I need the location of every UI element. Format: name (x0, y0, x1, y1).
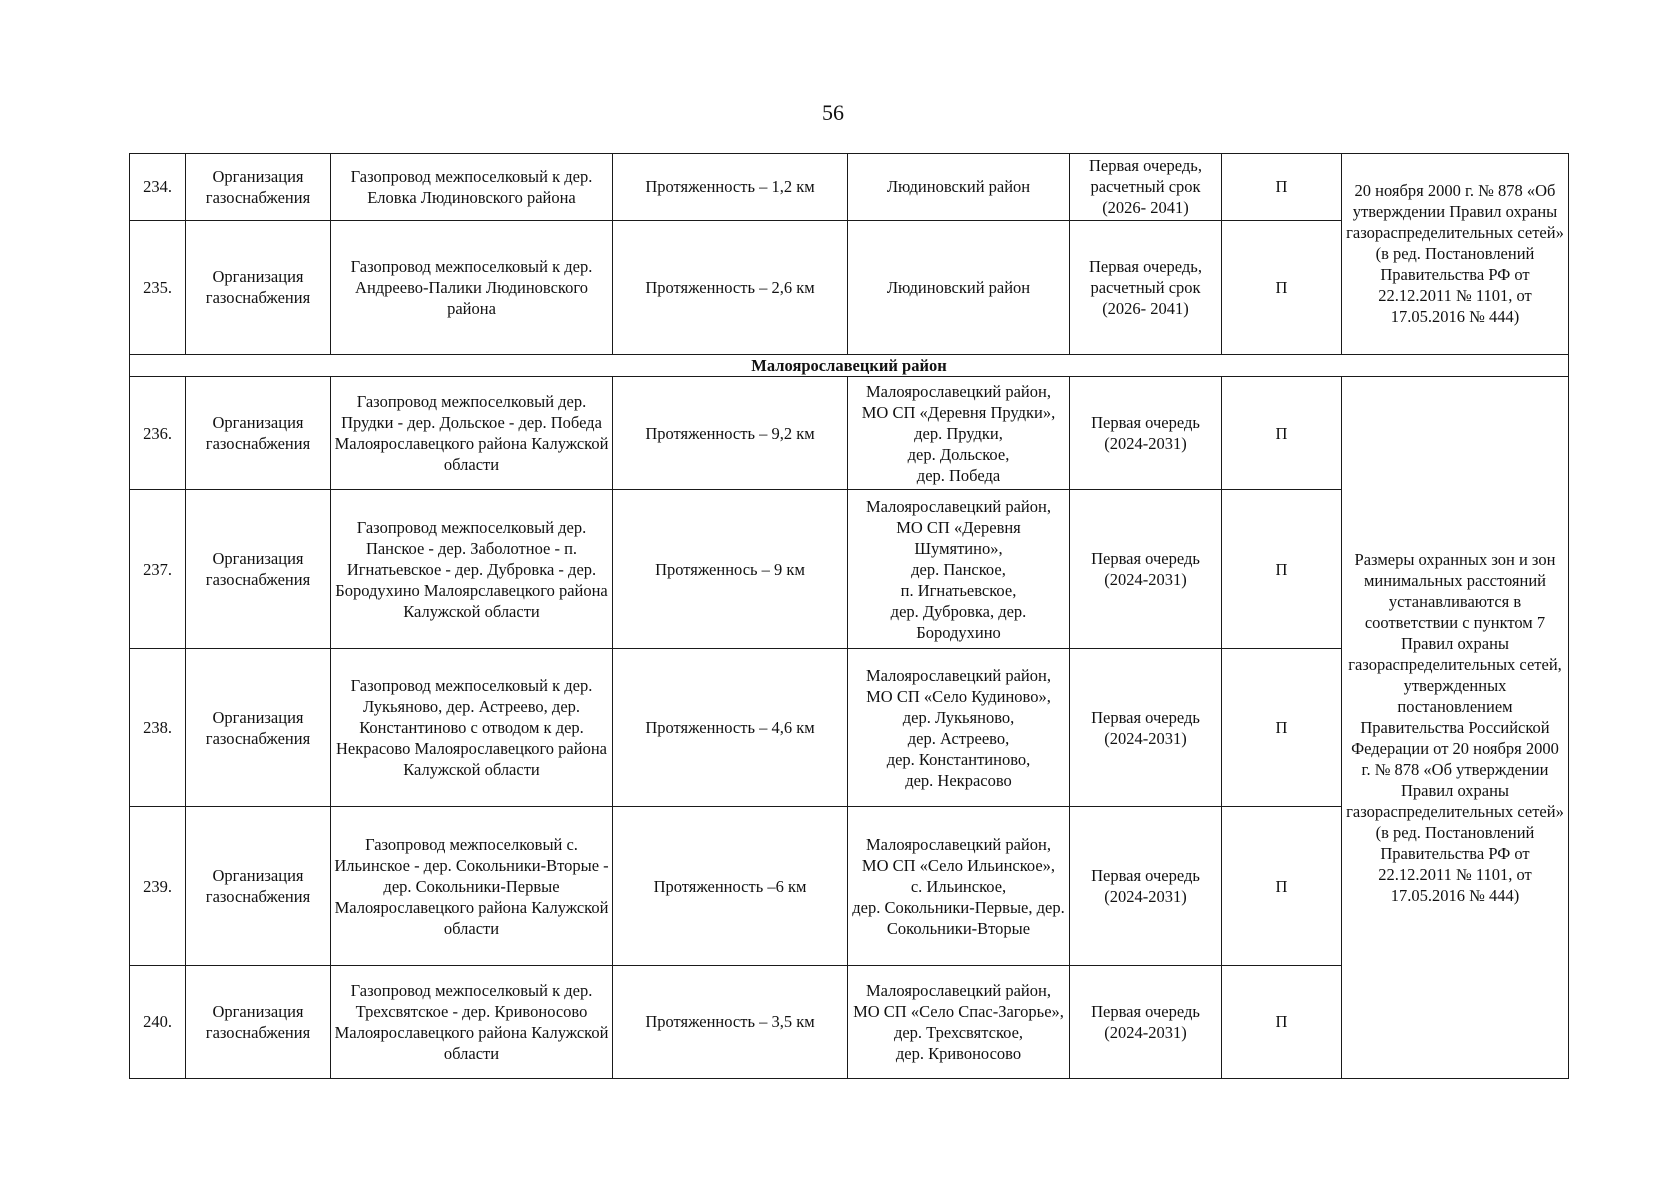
section-row (130, 354, 1569, 376)
section-title: Малоярославецкий район (130, 354, 1569, 376)
term-cell: Первая очередь (2024-2031) (1070, 648, 1222, 807)
organization-cell: Организация газоснабжения (186, 377, 331, 490)
object-cell: Газопровод межпоселковый к дер. Лукьяново, дер. Астреево, дер. Константиново с отводом к дер. Некрасово Малоярославецкого района Калужской области (331, 648, 613, 807)
length-cell: Протяженность –6 км (613, 807, 848, 966)
organization-cell: Организация газоснабжения (186, 807, 331, 966)
location-cell: Малоярославецкий район, МО СП «Село Спас-Загорье», дер. Трехсвятское, дер. Кривоносово (848, 965, 1070, 1078)
length-cell: Протяженность – 3,5 км (613, 965, 848, 1078)
legal-basis-cell: 20 ноября 2000 г. № 878 «Об утверждении Правил охраны газораспределительных сетей» (в ред. Постановлений Правительства РФ от 22.12.2011 № 1101, от 17.05.2016 № 444) (1342, 154, 1569, 355)
legal-basis-cell: Размеры охранных зон и зон минимальных расстояний устанавливаются в соответствии с пунктом 7 Правил охраны газораспределительных сетей, утвержденных постановлением Правительства Российской Федерации от 20 ноября 2000 г. № 878 «Об утверждении Правил охраны газораспределительных сетей» (в ред. Постановлений Правительства РФ от 22.12.2011 № 1101, от 17.05.2016 № 444) (1342, 377, 1569, 1079)
length-cell: Протяженность – 1,2 км (613, 154, 848, 221)
object-cell: Газопровод межпоселковый к дер. Андреево-Палики Людиновского района (331, 220, 613, 354)
length-cell: Протяженность – 9,2 км (613, 377, 848, 490)
term-cell: Первая очередь (2024-2031) (1070, 377, 1222, 490)
term-cell: Первая очередь, расчетный срок (2026- 2041) (1070, 154, 1222, 221)
organization-cell: Организация газоснабжения (186, 965, 331, 1078)
status-cell: П (1222, 220, 1342, 354)
page-number: 56 (822, 100, 844, 125)
row-number: 236. (130, 377, 186, 490)
location-cell: Людиновский район (848, 154, 1070, 221)
term-cell: Первая очередь (2024-2031) (1070, 965, 1222, 1078)
row-number: 234. (130, 154, 186, 221)
status-cell: П (1222, 154, 1342, 221)
row-number: 239. (130, 807, 186, 966)
object-cell: Газопровод межпоселковый дер. Панское - дер. Заболотное - п. Игнатьевское - дер. Дубровка - дер. Бородухино Малоярславецкого района Калужской области (331, 490, 613, 649)
row-number: 238. (130, 648, 186, 807)
term-cell: Первая очередь, расчетный срок (2026- 2041) (1070, 220, 1222, 354)
object-cell: Газопровод межпоселковый к дер. Еловка Людиновского района (331, 154, 613, 221)
row-number: 235. (130, 220, 186, 354)
table-row (130, 154, 1569, 221)
organization-cell: Организация газоснабжения (186, 220, 331, 354)
location-cell: Малоярославецкий район, МО СП «Деревня Прудки», дер. Прудки, дер. Дольское, дер. Победа (848, 377, 1070, 490)
status-cell: П (1222, 807, 1342, 966)
table-row (130, 377, 1569, 490)
object-cell: Газопровод межпоселковый дер. Прудки - дер. Дольское - дер. Победа Малоярославецкого района Калужской области (331, 377, 613, 490)
object-cell: Газопровод межпоселковый с. Ильинское - дер. Сокольники-Вторые - дер. Сокольники-Первые Малоярославецкого района Калужской области (331, 807, 613, 966)
row-number: 240. (130, 965, 186, 1078)
location-cell: Малоярославецкий район, МО СП «Село Ильинское», с. Ильинское, дер. Сокольники-Первые, дер. Сокольники-Вторые (848, 807, 1070, 966)
length-cell: Протяженность – 2,6 км (613, 220, 848, 354)
organization-cell: Организация газоснабжения (186, 490, 331, 649)
organization-cell: Организация газоснабжения (186, 648, 331, 807)
length-cell: Протяженность – 4,6 км (613, 648, 848, 807)
status-cell: П (1222, 490, 1342, 649)
object-cell: Газопровод межпоселковый к дер. Трехсвятское - дер. Кривоносово Малоярославецкого района Калужской области (331, 965, 613, 1078)
location-cell: Малоярославецкий район, МО СП «Деревня Шумятино», дер. Панское, п. Игнатьевское, дер. Дубровка, дер. Бородухино (848, 490, 1070, 649)
location-cell: Малоярославецкий район, МО СП «Село Кудиново», дер. Лукьяново, дер. Астреево, дер. Константиново, дер. Некрасово (848, 648, 1070, 807)
status-cell: П (1222, 965, 1342, 1078)
location-cell: Людиновский район (848, 220, 1070, 354)
term-cell: Первая очередь (2024-2031) (1070, 490, 1222, 649)
status-cell: П (1222, 377, 1342, 490)
status-cell: П (1222, 648, 1342, 807)
organization-cell: Организация газоснабжения (186, 154, 331, 221)
length-cell: Протяженнось – 9 км (613, 490, 848, 649)
term-cell: Первая очередь (2024-2031) (1070, 807, 1222, 966)
objects-table (129, 153, 1569, 1079)
row-number: 237. (130, 490, 186, 649)
